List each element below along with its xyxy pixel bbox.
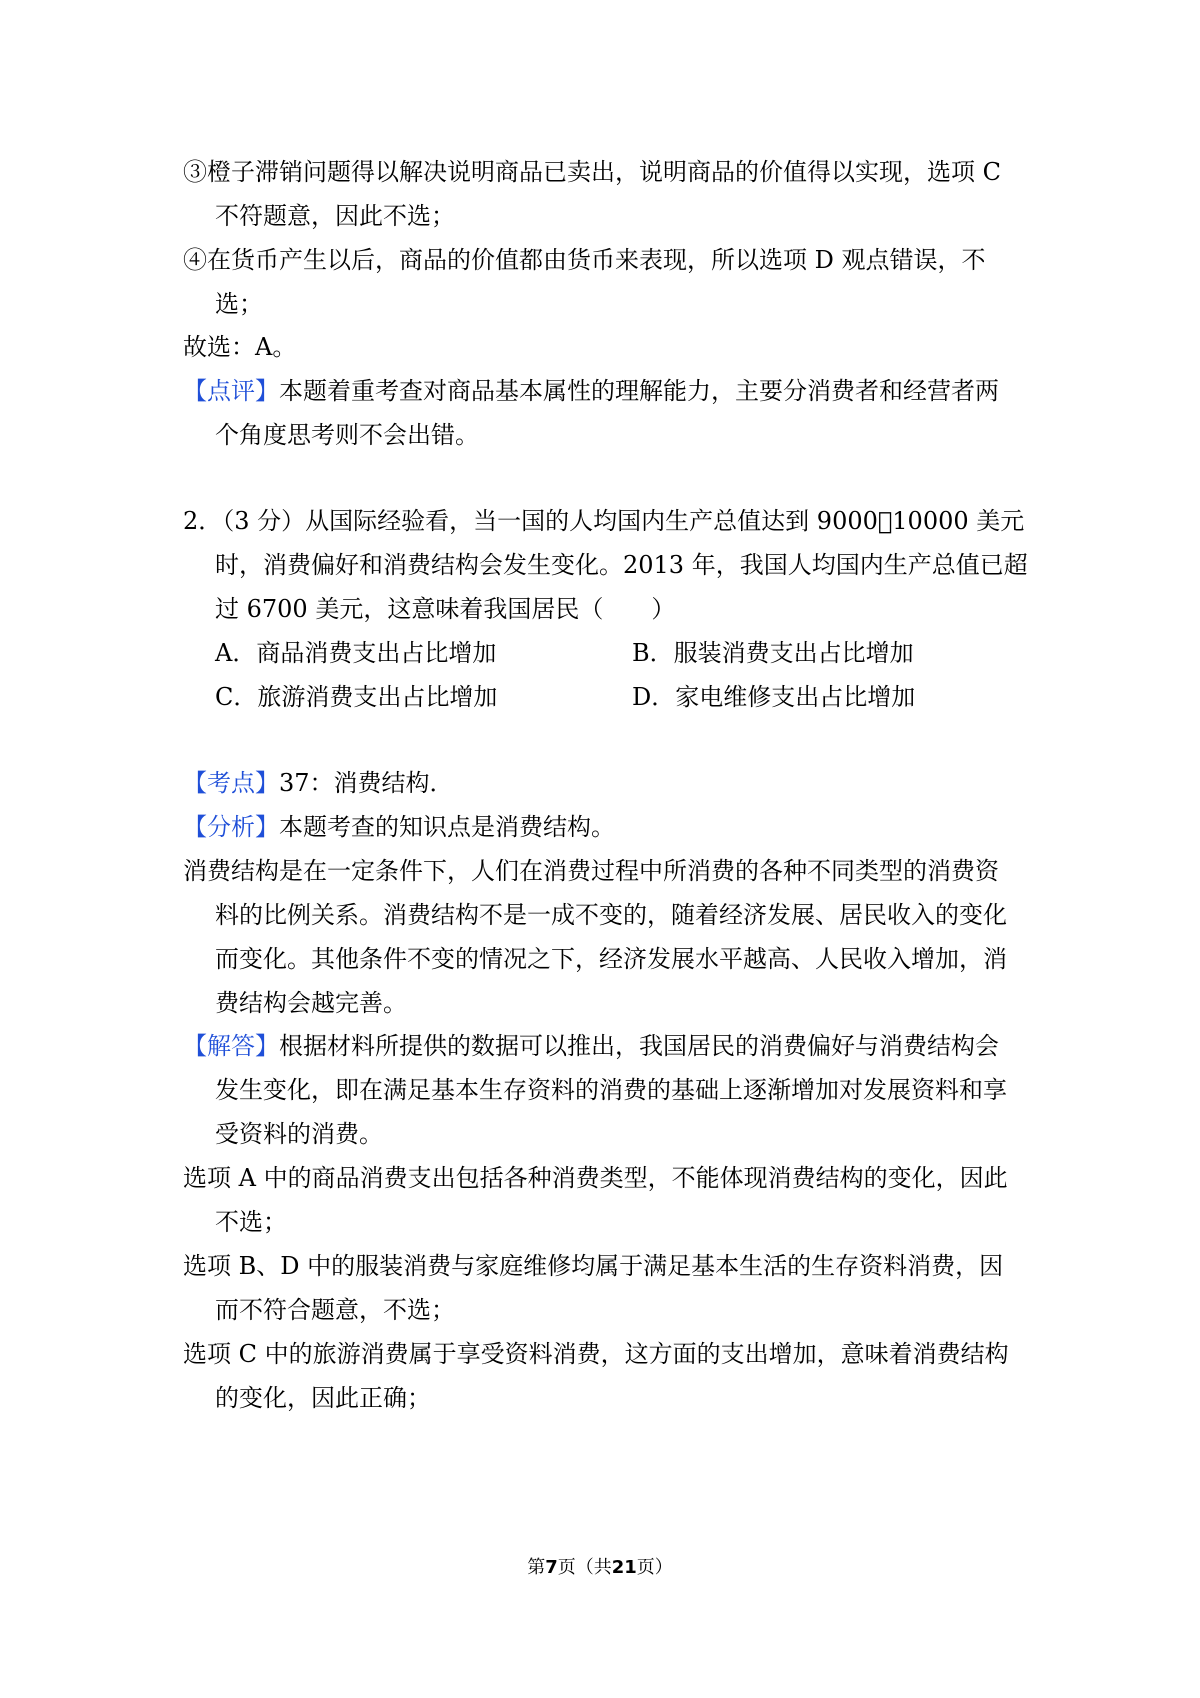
text-line: 消费结构是在一定条件下，人们在消费过程中所消费的各种不同类型的消费资 (183, 857, 999, 885)
analysis-tag: 【分析】 (183, 813, 279, 841)
text-line: 而不符合题意，不选； (215, 1296, 455, 1324)
option-b: B．服装消费支出占比增加 (632, 639, 914, 667)
analysis-line (183, 811, 615, 843)
solution-text: 根据材料所提供的数据可以推出，我国居民的消费偏好与消费结构会 (279, 1032, 999, 1060)
footer-suffix: 页） (636, 1557, 673, 1578)
option-a: A．商品消费支出占比增加 (215, 639, 497, 667)
question-stem: 2．（3 分）从国际经验看，当一国的人均国内生产总值达到 9000􀀀10000 美元 (183, 507, 1025, 535)
question-stem: 时，消费偏好和消费结构会发生变化。2013 年，我国人均国内生产总值已超 (215, 551, 1028, 579)
page-total: 21 (611, 1557, 637, 1578)
text-line: 选； (215, 290, 263, 318)
text-line: 不选； (215, 1208, 287, 1236)
review-line (183, 375, 999, 407)
answer-line: 故选：A。 (183, 333, 297, 361)
text-line: 个角度思考则不会出错。 (215, 421, 479, 449)
text-line: 选项 B、D 中的服装消费与家庭维修均属于满足基本生活的生存资料消费，因 (183, 1252, 1004, 1280)
knowledge-point-line (183, 767, 454, 799)
text-line: 而变化。其他条件不变的情况之下，经济发展水平越高、人民收入增加，消 (215, 945, 1007, 973)
text-line: 选项 A 中的商品消费支出包括各种消费类型，不能体现消费结构的变化，因此 (183, 1164, 1008, 1192)
solution-line (183, 1030, 999, 1062)
knowledge-point-text: 37：消费结构． (279, 769, 454, 797)
text-line: 的变化，因此正确； (215, 1384, 431, 1412)
review-tag: 【点评】 (183, 377, 279, 405)
text-line: 料的比例关系。消费结构不是一成不变的，随着经济发展、居民收入的变化 (215, 901, 1007, 929)
option-d: D．家电维修支出占比增加 (632, 683, 916, 711)
analysis-text: 本题考查的知识点是消费结构。 (279, 813, 615, 841)
page-footer (0, 1556, 1200, 1580)
text-line: 选项 C 中的旅游消费属于享受资料消费，这方面的支出增加，意味着消费结构 (183, 1340, 1009, 1368)
solution-tag: 【解答】 (183, 1032, 279, 1060)
option-c: C．旅游消费支出占比增加 (215, 683, 498, 711)
text-line: 费结构会越完善。 (215, 989, 407, 1017)
page-number: 7 (545, 1557, 558, 1578)
footer-mid: 页（共 (557, 1557, 612, 1578)
footer-prefix: 第 (527, 1557, 546, 1578)
text-line: 受资料的消费。 (215, 1120, 383, 1148)
text-line: ④在货币产生以后，商品的价值都由货币来表现，所以选项 D 观点错误，不 (183, 246, 986, 274)
review-text: 本题着重考查对商品基本属性的理解能力，主要分消费者和经营者两 (279, 377, 999, 405)
text-line: ③橙子滞销问题得以解决说明商品已卖出，说明商品的价值得以实现，选项 C (183, 158, 1001, 186)
question-stem: 过 6700 美元，这意味着我国居民（ ） (215, 595, 676, 623)
knowledge-point-tag: 【考点】 (183, 769, 279, 797)
text-line: 不符题意，因此不选； (215, 202, 455, 230)
text-line: 发生变化，即在满足基本生存资料的消费的基础上逐渐增加对发展资料和享 (215, 1076, 1007, 1104)
